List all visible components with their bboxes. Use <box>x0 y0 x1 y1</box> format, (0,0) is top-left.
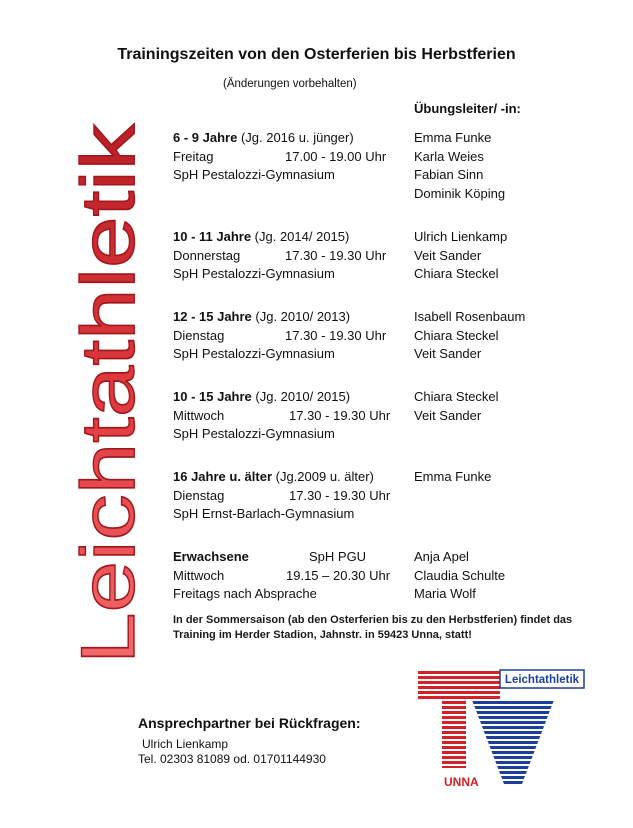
group-3-leaders <box>414 308 525 364</box>
group-1-leaders <box>414 129 505 203</box>
age-range: 16 Jahre u. älter <box>173 469 272 484</box>
group-4-leaders <box>414 388 499 425</box>
contact-name: Ulrich Lienkamp <box>142 737 229 751</box>
training-place: SpH Ernst-Barlach-Gymnasium <box>173 506 355 521</box>
age-years: (Jg. 2016 u. jünger) <box>237 130 354 145</box>
leader-name: Karla Weies <box>414 148 484 164</box>
training-time: 19.15 – 20.30 Uhr <box>286 567 391 583</box>
training-time: 17.30 - 19.30 Uhr <box>285 327 387 343</box>
training-time: 17.30 - 19.30 Uhr <box>285 247 387 263</box>
leader-name: Anja Apel <box>414 549 469 564</box>
side-word-text: Leichtathletik <box>66 220 151 664</box>
age-years: (Jg. 2014/ 2015) <box>251 229 350 244</box>
logo-top-text: Leichtathletik <box>504 674 580 686</box>
leader-name: Chiara Steckel <box>414 327 499 343</box>
training-place: Freitags nach Absprache <box>173 586 317 601</box>
group-5-leaders <box>414 468 491 487</box>
group-2-leaders <box>414 228 507 284</box>
training-day: Donnerstag <box>173 247 241 263</box>
leader-name: Ulrich Lienkamp <box>414 229 508 244</box>
leader-name: Chiara Steckel <box>414 266 499 281</box>
page-title: Trainingszeiten von den Osterferien bis Herbstferien <box>117 46 516 63</box>
leader-name: Emma Funke <box>414 130 492 145</box>
age-years: (Jg.2009 u. älter) <box>272 469 374 484</box>
age-range: 10 - 15 Jahre <box>173 389 252 404</box>
contact-heading: Ansprechpartner bei Rückfragen: <box>138 715 361 731</box>
age-years: (Jg. 2010/ 2013) <box>251 309 351 324</box>
group-2-info <box>173 228 387 284</box>
training-place: SpH Pestalozzi-Gymnasium <box>173 426 335 441</box>
leader-name: Claudia Schulte <box>414 567 506 583</box>
training-day: Mittwoch <box>173 567 225 583</box>
summer-season-note: In der Sommersaison (ab den Osterferien bis zu den Herbstferien) findet das Training im Herder Stadion, Jahnstr. in 59423 Unna, statt! <box>173 614 573 641</box>
age-range: 6 - 9 Jahre <box>173 130 238 145</box>
tv-unna-logo <box>414 666 586 790</box>
leader-name: Chiara Steckel <box>414 389 499 404</box>
training-day: Freitag <box>173 148 214 164</box>
leader-name: Dominik Köping <box>414 185 506 201</box>
group-6-info <box>173 548 391 604</box>
training-time: 17.30 - 19.30 Uhr <box>289 487 391 503</box>
training-place: SpH Pestalozzi-Gymnasium <box>173 167 335 182</box>
subtitle: (Änderungen vorbehalten) <box>223 78 357 90</box>
age-place: SpH PGU <box>309 549 367 564</box>
contact-phone: Tel. 02303 81089 od. 01701144930 <box>138 752 326 766</box>
training-place: SpH Pestalozzi-Gymnasium <box>173 346 335 361</box>
training-time: 17.30 - 19.30 Uhr <box>289 407 391 423</box>
age-range: 12 - 15 Jahre <box>173 309 252 324</box>
leader-name: Fabian Sinn <box>414 167 484 182</box>
leader-name: Veit Sander <box>414 346 482 361</box>
training-time: 17.00 - 19.00 Uhr <box>285 148 387 164</box>
logo-bottom-text: UNNA <box>444 775 479 789</box>
leader-name: Veit Sander <box>414 407 482 423</box>
group-3-info <box>173 308 387 364</box>
leader-name: Maria Wolf <box>414 586 476 601</box>
age-range: Erwachsene <box>173 549 249 564</box>
age-years: (Jg. 2010/ 2015) <box>251 389 351 404</box>
leader-name: Emma Funke <box>414 469 492 484</box>
training-day: Dienstag <box>173 487 225 503</box>
leader-name: Isabell Rosenbaum <box>414 309 526 324</box>
training-place: SpH Pestalozzi-Gymnasium <box>173 266 335 281</box>
training-day: Mittwoch <box>173 407 225 423</box>
group-5-info <box>173 468 391 524</box>
side-word-leichtathletik <box>64 116 154 668</box>
group-1-info <box>173 129 387 185</box>
age-range: 10 - 11 Jahre <box>173 229 252 244</box>
group-4-info <box>173 388 391 444</box>
leader-name: Veit Sander <box>414 247 482 263</box>
leaders-heading: Übungsleiter/ -in: <box>414 101 521 116</box>
group-6-leaders <box>414 548 505 604</box>
training-day: Dienstag <box>173 327 225 343</box>
